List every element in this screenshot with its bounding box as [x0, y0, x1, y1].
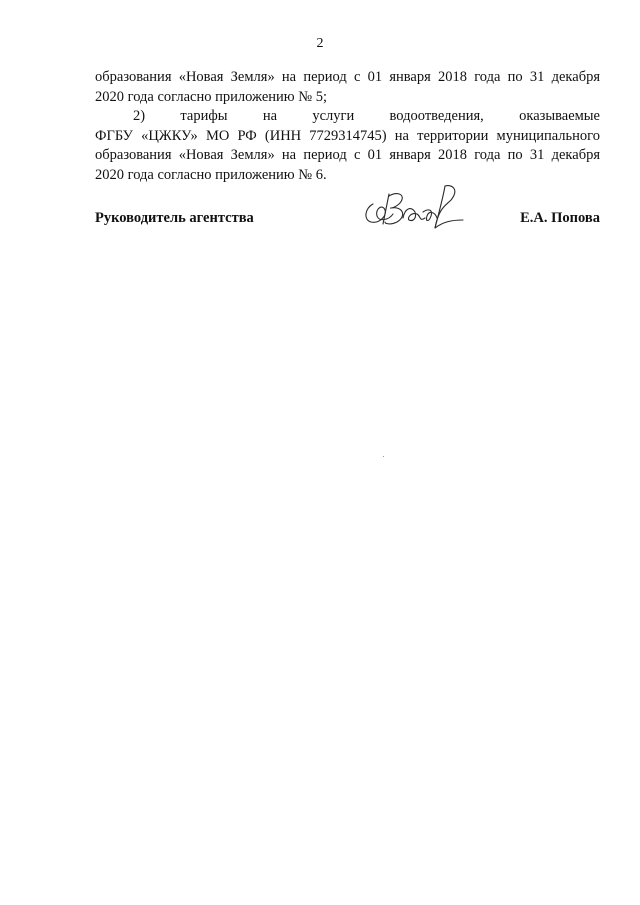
body-text — [95, 68, 600, 185]
text-line: 2) тарифы на услуги водоотведения, оказываемые — [133, 108, 600, 124]
paragraph-continuation — [95, 68, 600, 107]
page-number: 2 — [316, 36, 324, 51]
text-line: образования «Новая Земля» на период с 01 января 2018 года по 31 декабря — [95, 147, 600, 163]
text-line: 2020 года согласно приложению № 5; — [95, 88, 327, 105]
text-line: ФГБУ «ЦЖКУ» МО РФ (ИНН 7729314745) на территории муниципального — [95, 127, 600, 144]
text-line: образования «Новая Земля» на период с 01 января 2018 года по 31 декабря — [95, 69, 600, 85]
paragraph-item-2 — [95, 107, 600, 185]
signer-title: Руководитель агентства — [95, 210, 254, 226]
scan-speck — [383, 456, 384, 457]
signer-name: Е.А. Попова — [520, 210, 600, 226]
text-line: 2020 года согласно приложению № 6. — [95, 166, 327, 183]
handwritten-signature — [359, 182, 469, 234]
signature-block — [95, 210, 600, 240]
